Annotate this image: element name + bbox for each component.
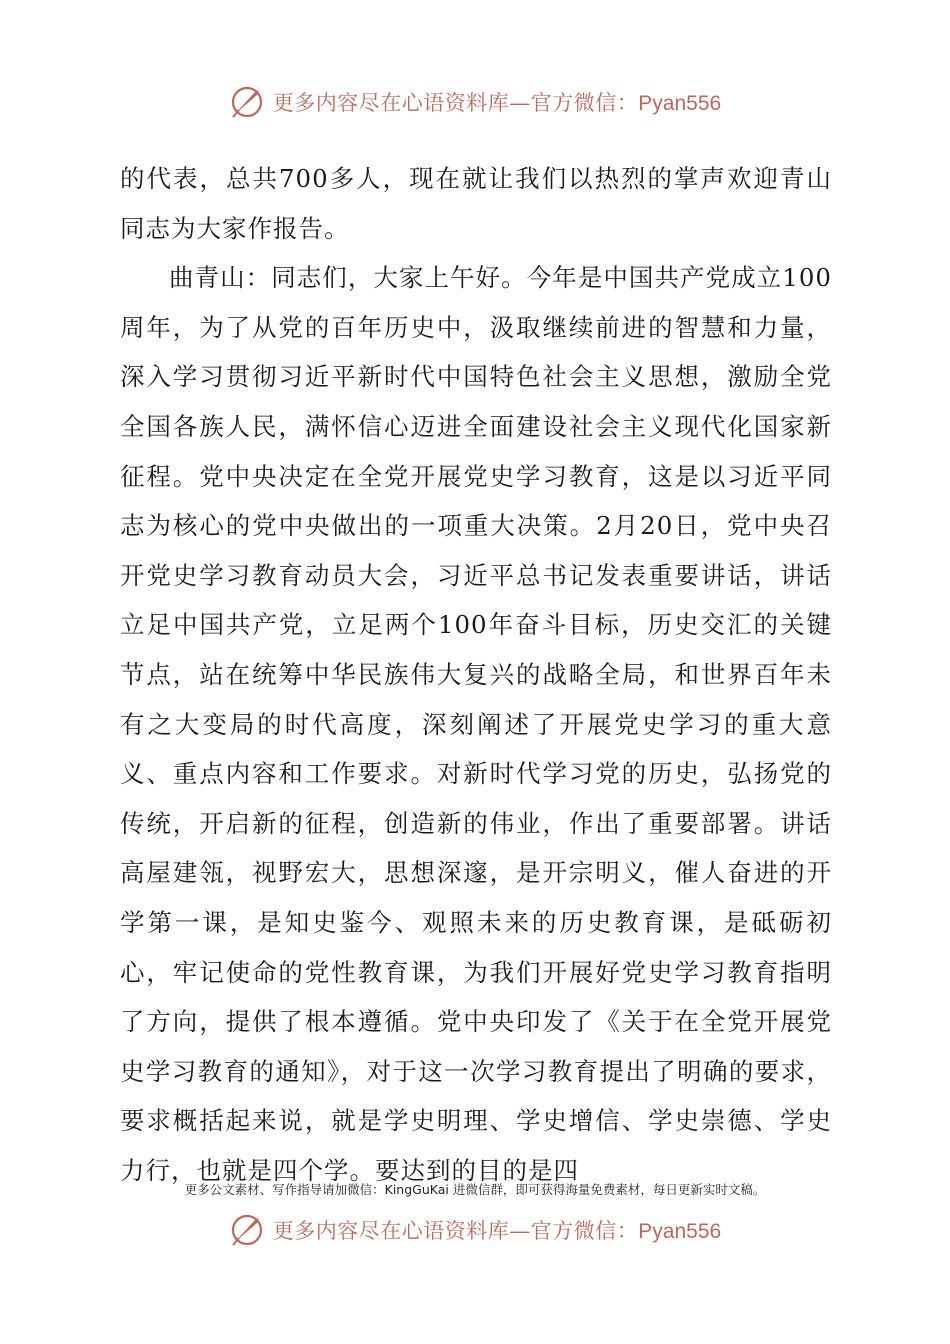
banner-text [273,1215,721,1245]
banner-main: 更多内容尽在心语资料库— [272,91,531,115]
banner-sub: 官方微信： [530,91,639,115]
quill-pen-logo-icon [229,1212,265,1248]
footer-banner [0,1210,950,1250]
document-body [120,154,832,1195]
quill-pen-logo-icon [229,84,265,120]
banner-text [273,87,721,117]
paragraph-continued: 的代表，总共700多人，现在就让我们以热烈的掌声欢迎青山同志为大家作报告。 [120,164,832,243]
banner-main: 更多内容尽在心语资料库— [272,1219,531,1243]
paragraph-speech: 曲青山：同志们，大家上午好。今年是中国共产党成立100周年，为了从党的百年历史中，汲取继续前进的智慧和力量，深入学习贯彻习近平新时代中国特色社会主义思想，激励全党全国各族人民，满怀信心迈进全面建设社会主义现代化国家新征程。党中央决定在全党开展党史学习教育，这是以习近平同志为核心的党中央做出的一项重大决策。2月20日，党中央召开党史学习教育动员大会，习近平总书记发表重要讲话，讲话立足中国共产党，立足两个100年奋斗目标，历史交汇的关键节点，站在统筹中华民族伟大复兴的战略全局，和世界百年未有之大变局的时代高度，深刻阐述了开展党史学习的重大意义、重点内容和工作要求。对新时代学习党的历史，弘扬党的传统，开启新的征程，创造新的伟业，作出了重要部署。讲话高屋建瓴，视野宏大，思想深邃，是开宗明义，催人奋进的开学第一课，是知史鉴今、观照未来的历史教育课，是砥砺初心，牢记使命的党性教育课，为我们开展好党史学习教育指明了方向，提供了根本遵循。党中央印发了《关于在全党开展党史学习教育的通知》，对于这一次学习教育提出了明确的要求，要求概括起来说，就是学史明理、学史增信、学史崇德、学史力行，也就是四个学。要达到的目的是四 [120,263,832,1185]
banner-sub: 官方微信： [530,1219,639,1243]
banner-handle: Pyan556 [638,1220,722,1243]
footer-note: 更多公文素材、写作指导请加微信：KingGuKai 进微信群，即可获得海量免费素材，每日更新实时文稿。 [184,1182,766,1197]
banner-handle: Pyan556 [638,92,722,115]
header-banner [0,82,950,122]
